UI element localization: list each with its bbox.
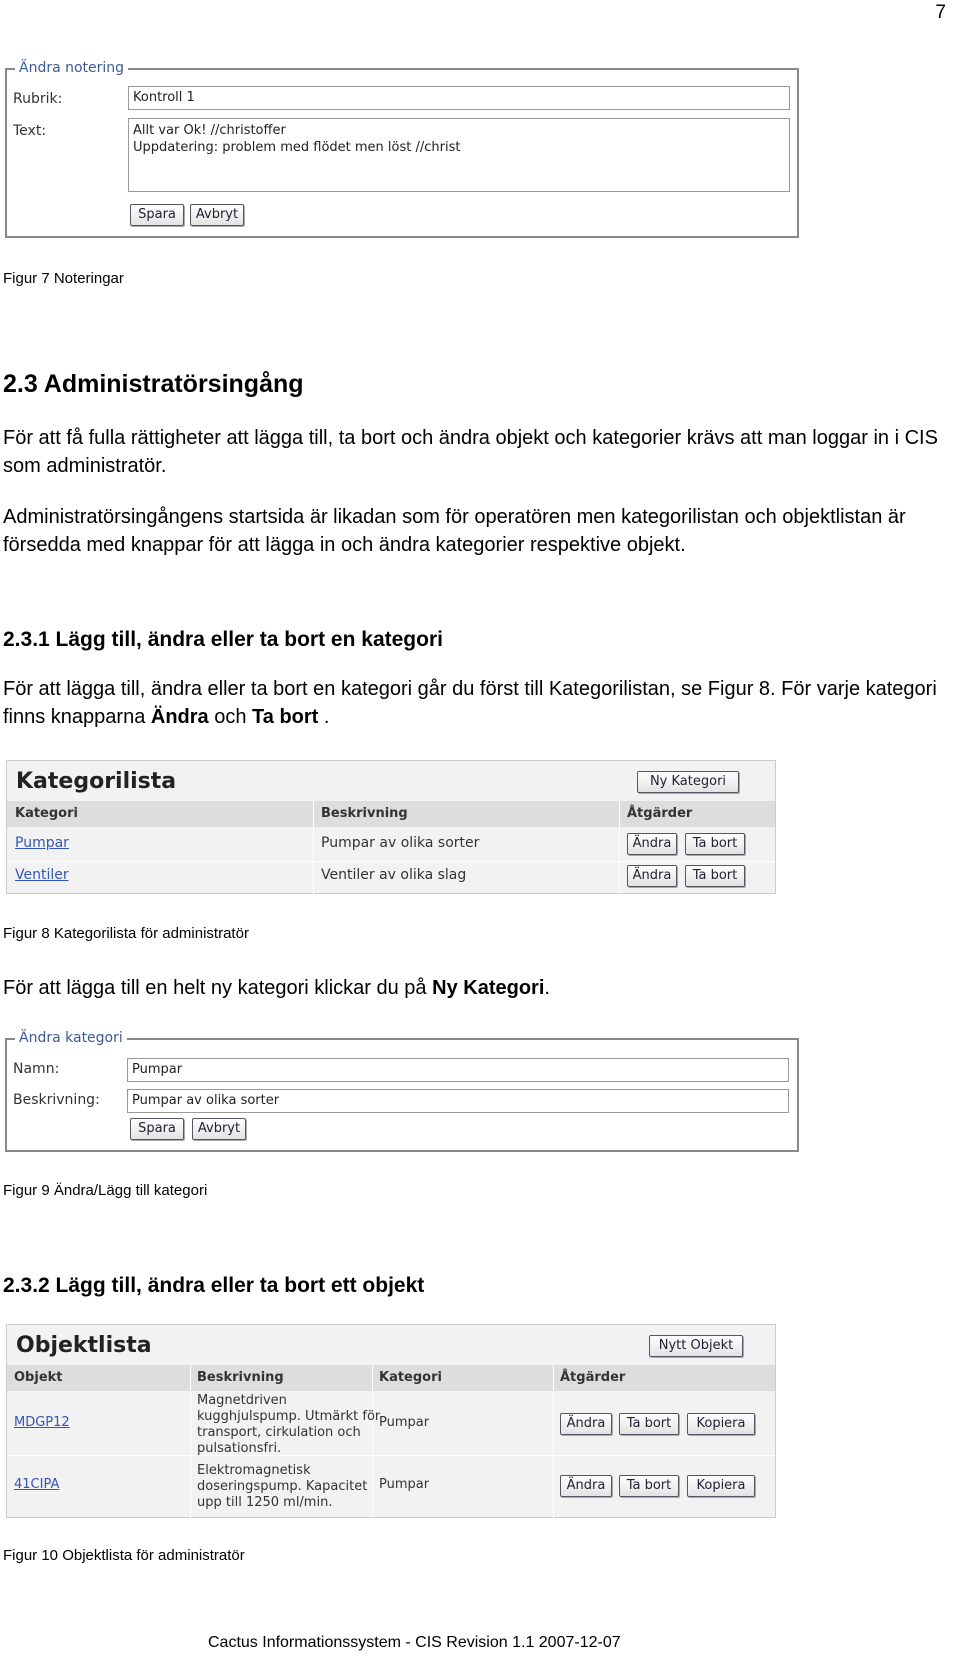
category-table-header xyxy=(7,801,775,827)
text-area[interactable] xyxy=(128,118,790,192)
figure-8-caption: Figur 8 Kategorilista för administratör xyxy=(3,925,249,942)
description-line: upp till 1250 ml/min. xyxy=(197,1495,333,1510)
category-list-title: Kategorilista xyxy=(16,769,177,794)
new-category-button[interactable]: Ny Kategori xyxy=(637,771,739,793)
description-line: pulsationsfri. xyxy=(197,1441,282,1456)
edit-button[interactable]: Ändra xyxy=(627,865,677,887)
description-input[interactable]: Pumpar av olika sorter xyxy=(127,1089,789,1113)
delete-button[interactable]: Ta bort xyxy=(685,865,745,887)
text-label: Text: xyxy=(13,123,47,139)
object-category: Pumpar xyxy=(379,1415,430,1430)
paragraph-text-mid: och xyxy=(208,706,253,728)
object-link-mdgp12[interactable]: MDGP12 xyxy=(14,1415,70,1430)
save-button[interactable]: Spara xyxy=(130,204,184,226)
save-button[interactable]: Spara xyxy=(130,1118,184,1140)
column-header-beskrivning: Beskrivning xyxy=(197,1370,284,1385)
description-line: transport, cirkulation och xyxy=(197,1425,361,1440)
edit-button[interactable]: Ändra xyxy=(560,1475,612,1497)
category-link-ventiler[interactable]: Ventiler xyxy=(15,867,69,883)
object-list-panel xyxy=(6,1324,776,1518)
category-description: Pumpar av olika sorter xyxy=(321,835,480,851)
category-list-panel xyxy=(6,760,776,894)
section-2-3-1-heading: 2.3.1 Lägg till, ändra eller ta bort en kategori xyxy=(3,628,443,651)
delete-button[interactable]: Ta bort xyxy=(619,1413,679,1435)
rubrik-input[interactable]: Kontroll 1 xyxy=(128,86,790,110)
bold-ny-kategori: Ny Kategori xyxy=(432,977,545,999)
paragraph-text: För att lägga till, ändra eller ta bort en kategori går du först till Kategorilistan, se Figur 8. För varje kategori finns knapparna xyxy=(3,678,937,728)
page-footer: Cactus Informationssystem - CIS Revision 1.1 2007-12-07 xyxy=(208,1634,621,1651)
object-category: Pumpar xyxy=(379,1477,430,1492)
description-line: kugghjulspump. Utmärkt för xyxy=(197,1409,381,1424)
paragraph-text: För att lägga till en helt ny kategori klickar du på xyxy=(3,977,433,999)
column-header-kategori: Kategori xyxy=(379,1370,442,1385)
figure-7-caption: Figur 7 Noteringar xyxy=(3,270,124,287)
column-header-kategori: Kategori xyxy=(15,806,78,821)
name-input[interactable]: Pumpar xyxy=(127,1058,789,1082)
description-line: Magnetdriven xyxy=(197,1393,287,1408)
rubrik-label: Rubrik: xyxy=(13,91,63,107)
column-header-beskrivning: Beskrivning xyxy=(321,806,408,821)
description-line: doseringspump. Kapacitet xyxy=(197,1479,368,1494)
edit-category-legend: Ändra kategori xyxy=(15,1030,127,1046)
description-line: Elektromagnetisk xyxy=(197,1463,311,1478)
description-label: Beskrivning: xyxy=(13,1092,100,1108)
section-2-3-2-heading: 2.3.2 Lägg till, ändra eller ta bort ett objekt xyxy=(3,1274,425,1297)
section-2-3-1-paragraph xyxy=(3,675,955,731)
object-description xyxy=(197,1393,380,1457)
paragraph-text-end: . xyxy=(544,977,550,999)
object-link-41cipa[interactable]: 41CIPA xyxy=(14,1477,60,1492)
column-header-atgarder: Åtgärder xyxy=(627,806,693,821)
paragraph-text-end: . xyxy=(318,706,330,728)
text-line-1: Allt var Ok! //christoffer xyxy=(133,123,286,138)
copy-button[interactable]: Kopiera xyxy=(687,1413,755,1435)
name-label: Namn: xyxy=(13,1061,60,1077)
figure-9-caption: Figur 9 Ändra/Lägg till kategori xyxy=(3,1182,208,1199)
object-description xyxy=(197,1463,367,1511)
category-description: Ventiler av olika slag xyxy=(321,867,467,883)
section-2-3-heading: 2.3 Administratörsingång xyxy=(3,370,304,398)
cancel-button[interactable]: Avbryt xyxy=(192,1118,246,1140)
delete-button[interactable]: Ta bort xyxy=(685,833,745,855)
section-2-3-paragraph-1: För att få fulla rättigheter att lägga till, ta bort och ändra objekt och kategorier krävs att man loggar in i CIS som administratör. xyxy=(3,427,938,477)
cancel-button[interactable]: Avbryt xyxy=(190,204,244,226)
delete-button[interactable]: Ta bort xyxy=(619,1475,679,1497)
object-table-header xyxy=(7,1365,775,1391)
column-header-objekt: Objekt xyxy=(14,1370,63,1385)
edit-note-legend: Ändra notering xyxy=(15,60,128,76)
page-number: 7 xyxy=(935,2,946,23)
object-list-title: Objektlista xyxy=(16,1333,152,1358)
new-category-paragraph xyxy=(3,974,955,1002)
section-2-3-paragraph-2: Administratörsingångens startsida är likadan som för operatören men kategorilistan och objektlistan är försedda med knappar för att lägga in och ändra kategorier respektive objekt. xyxy=(3,506,906,556)
new-object-button[interactable]: Nytt Objekt xyxy=(649,1335,743,1357)
category-link-pumpar[interactable]: Pumpar xyxy=(15,835,69,851)
edit-button[interactable]: Ändra xyxy=(627,833,677,855)
edit-button[interactable]: Ändra xyxy=(560,1413,612,1435)
figure-10-caption: Figur 10 Objektlista för administratör xyxy=(3,1547,245,1564)
column-header-atgarder: Åtgärder xyxy=(560,1370,626,1385)
text-line-2: Uppdatering: problem med flödet men löst //christ xyxy=(133,140,461,155)
copy-button[interactable]: Kopiera xyxy=(687,1475,755,1497)
bold-andra: Ändra xyxy=(150,706,209,728)
bold-ta-bort: Ta bort xyxy=(252,706,319,728)
